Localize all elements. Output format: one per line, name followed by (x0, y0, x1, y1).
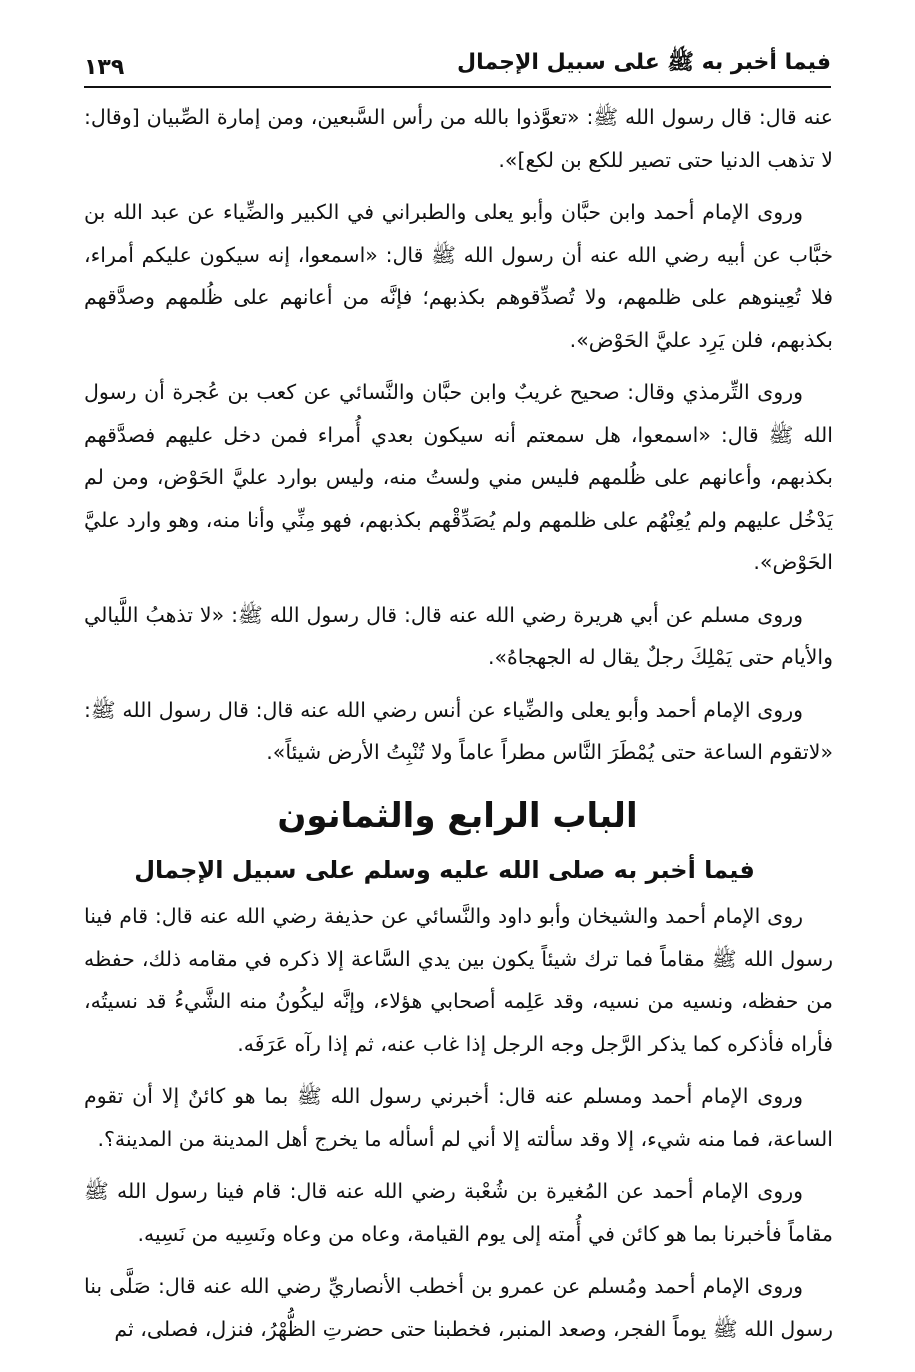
paragraph: روى الإمام أحمد والشيخان وأبو داود والنَّسائي عن حذيفة رضي الله عنه قال: قام فينا رسول الله ﷺ مقاماً فما ترك شيئاً يكون بين يدي السَّاعة إلا ذكره في مقامه ذلك، حفظه من حفظه، ونسيه من نسيه، وقد عَلِمه أصحابي هؤلاء، وإنَّه ليكُونُ منه الشَّيءُ قد نسيتُه، فأراه فأذكره كما يذكر الرَّجل وجه الرجل إذا غاب عنه، ثم إذا رآه عَرَفَه. (84, 904, 833, 1056)
running-title: فيما أخبر به ﷺ على سبيل الإجمال (457, 50, 831, 75)
section-two-text (84, 895, 833, 1360)
paragraph: وروى الإمام أحمد ومسلم عنه قال: أخبرني رسول الله ﷺ بما هو كائنٌ إلا أن تقوم الساعة، فما منه شيء، إلا وقد سألته إلا أني لم أسأله ما يخرج أهل المدينة من المدينة؟. (84, 1084, 833, 1151)
paragraph: عنه قال: قال رسول الله ﷺ: «تعوَّذوا بالله من رأس السَّبعين، ومن إمارة الصِّبيان [وقال: لا تذهب الدنيا حتى تصير للكع بن لكع]». (84, 105, 833, 172)
chapter-subtitle: فيما أخبر به صلى الله عليه وسلم على سبيل الإجمال (134, 856, 755, 884)
paragraph: وروى مسلم عن أبي هريرة رضي الله عنه قال: قال رسول الله ﷺ: «لا تذهبُ اللَّيالي والأيام حتى يَمْلِكَ رجلٌ يقال له الجهجاهُ». (84, 602, 833, 669)
paragraph: وروى الإمام أحمد ومُسلم عن عمرو بن أخطب الأنصاريِّ رضي الله عنه قال: صَلَّى بنا رسول الله ﷺ يوماً الفجر، وصعد المنبر، فخطبنا حتى حضرتِ الظُّهْرُ، فنزل، فصلى، ثم (84, 1274, 833, 1341)
paragraph: وروى الإمام أحمد عن المُغيرة بن شُعْبة رضي الله عنه قال: قام فينا رسول الله ﷺ مقاماً فأخبرنا بما هو كائن في أُمته إلى يوم القيامة، وعاه من وعاه ونَسِيه من نَسِيه. (84, 1179, 833, 1246)
paragraph: وروى الإمام أحمد وابن حبَّان وأبو يعلى والطبراني في الكبير والضِّياء عن عبد الله بن خبَّاب عن أبيه رضي الله عنه أن رسول الله ﷺ قال: «اسمعوا، إنه سيكون عليكم أمراء، فلا تُعِينوهم على ظلمهم، ولا تُصدِّقوهم بكذبهم؛ فإنَّه من أعانهم على ظُلمهم وصدَّقهم بكذبهم، فلن يَرِد عليَّ الحَوْض». (84, 200, 833, 352)
paragraph: وروى الإمام أحمد وأبو يعلى والضِّياء عن أنس رضي الله عنه قال: قال رسول الله ﷺ: «لاتقوم الساعة حتى يُمْطَرَ النَّاس مطراً عاماً ولا تُنْبِتُ الأرض شيئاً». (84, 697, 833, 764)
page-number: ١٣٩ (84, 55, 125, 80)
paragraph: وروى التِّرمذي وقال: صحيح غريبٌ وابن حبَّان والنَّسائي عن كعب بن عُجرة أن رسول الله ﷺ قال: «اسمعوا، هل سمعتم أنه سيكون بعدي أُمراء فمن دخل عليهم فصدَّقهم بكذبهم، وأعانهم على ظُلمهم فليس مني ولستُ منه، وليس بوارد عليَّ الحَوْض، ومن لم يَدْخُل عليهم ولم يُعِنْهُم على ظلمهم ولم يُصَدِّقْهم بكذبهم، فهو مِنِّي وأنا منه، وهو وارد عليَّ الحَوْض». (84, 380, 833, 574)
page-header (84, 38, 831, 88)
chapter-title: الباب الرابع والثمانون (277, 796, 638, 836)
section-one-text (84, 96, 833, 784)
